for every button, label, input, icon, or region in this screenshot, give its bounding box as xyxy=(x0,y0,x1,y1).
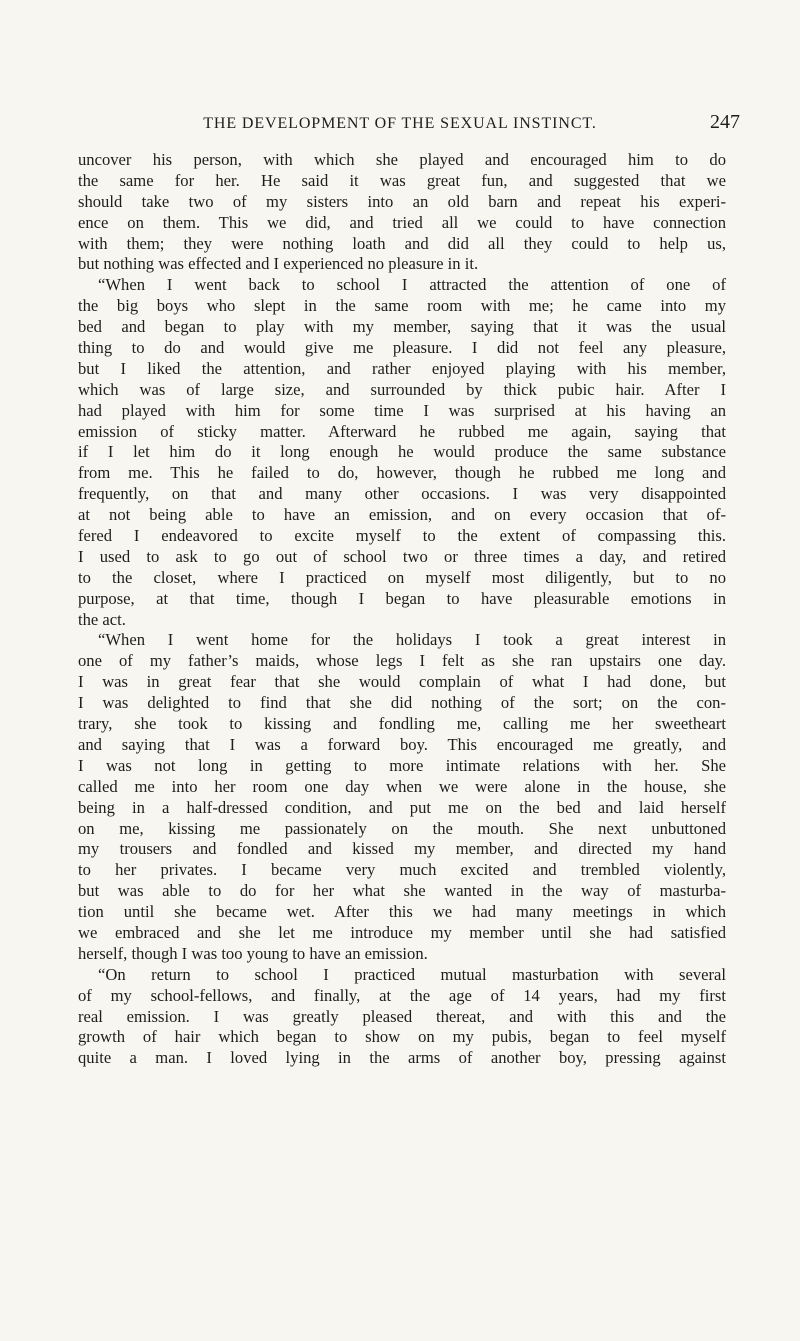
text-line: purpose, at that time, though I began to have pleasurable emotions in xyxy=(78,588,726,608)
text-line: ence on them. This we did, and tried all we could to have connection xyxy=(78,212,726,232)
text-line: should take two of my sisters into an old barn and repeat his experi- xyxy=(78,191,726,211)
text-line: “On return to school I practiced mutual masturbation with several xyxy=(98,964,726,984)
text-line: but I liked the attention, and rather enjoyed playing with his member, xyxy=(78,358,726,378)
text-line: the act. xyxy=(78,609,126,629)
paragraph xyxy=(78,630,726,964)
text-line: being in a half-dressed condition, and put me on the bed and laid herself xyxy=(78,797,726,817)
text-line: tion until she became wet. After this we had many meetings in which xyxy=(78,902,726,922)
text-line: “When I went home for the holidays I took a great interest in xyxy=(98,630,726,650)
text-line: bed and began to play with my member, saying that it was the usual xyxy=(78,317,726,337)
text-line: if I let him do it long enough he would produce the same substance xyxy=(78,442,726,462)
body-text xyxy=(78,150,726,1069)
text-line: of my school-fellows, and finally, at the age of 14 years, had my first xyxy=(78,985,726,1005)
page-number: 247 xyxy=(710,111,740,133)
text-line: my trousers and fondled and kissed my member, and directed my hand xyxy=(78,839,726,859)
text-line: on me, kissing me passionately on the mouth. She next unbuttoned xyxy=(78,818,726,838)
text-line: uncover his person, with which she played and encouraged him to do xyxy=(78,150,726,169)
text-line: to the closet, where I practiced on myself most diligently, but to no xyxy=(78,567,726,587)
text-line: I used to ask to go out of school two or three times a day, and retired xyxy=(78,546,726,566)
text-line: and saying that I was a forward boy. This encouraged me greatly, and xyxy=(78,734,726,754)
text-line: I was not long in getting to more intimate relations with her. She xyxy=(78,755,726,775)
text-line: growth of hair which began to show on my pubis, began to feel myself xyxy=(78,1027,726,1047)
running-title: THE DEVELOPMENT OF THE SEXUAL INSTINCT. xyxy=(203,115,597,132)
text-line: we embraced and she let me introduce my member until she had satisfied xyxy=(78,922,726,942)
text-line: one of my father’s maids, whose legs I felt as she ran upstairs one day. xyxy=(78,651,726,671)
text-line: trary, she took to kissing and fondling me, calling me her sweetheart xyxy=(78,714,726,734)
paragraph xyxy=(78,150,726,275)
text-line: at not being able to have an emission, and on every occasion that of- xyxy=(78,505,726,525)
text-line: herself, though I was too young to have an emission. xyxy=(78,943,428,963)
text-line: but nothing was effected and I experienced no pleasure in it. xyxy=(78,254,479,274)
text-line: had played with him for some time I was surprised at his having an xyxy=(78,400,726,420)
running-head xyxy=(60,113,740,137)
text-line: “When I went back to school I attracted the attention of one of xyxy=(98,275,726,295)
text-line: frequently, on that and many other occasions. I was very disappointed xyxy=(78,484,726,504)
text-line: I was in great fear that she would complain of what I had done, but xyxy=(78,672,726,692)
text-line: which was of large size, and surrounded by thick pubic hair. After I xyxy=(78,379,726,399)
text-line: I was delighted to find that she did nothing of the sort; on the con- xyxy=(78,693,726,713)
text-line: the same for her. He said it was great fun, and suggested that we xyxy=(78,170,726,190)
paragraph xyxy=(78,965,726,1069)
text-line: called me into her room one day when we were alone in the house, she xyxy=(78,776,726,796)
text-line: fered I endeavored to excite myself to the extent of compassing this. xyxy=(78,526,726,546)
text-line: to her privates. I became very much excited and trembled violently, xyxy=(78,860,726,880)
text-line: from me. This he failed to do, however, though he rubbed me long and xyxy=(78,463,726,483)
text-line: with them; they were nothing loath and did all they could to help us, xyxy=(78,233,726,253)
text-line: emission of sticky matter. Afterward he rubbed me again, saying that xyxy=(78,421,726,441)
text-line: but was able to do for her what she wanted in the way of masturba- xyxy=(78,881,726,901)
text-line: quite a man. I loved lying in the arms of another boy, pressing against xyxy=(78,1048,726,1068)
text-line: real emission. I was greatly pleased thereat, and with this and the xyxy=(78,1006,726,1026)
text-line: the big boys who slept in the same room with me; he came into my xyxy=(78,296,726,316)
paragraph xyxy=(78,275,726,630)
text-line: thing to do and would give me pleasure. I did not feel any pleasure, xyxy=(78,338,726,358)
